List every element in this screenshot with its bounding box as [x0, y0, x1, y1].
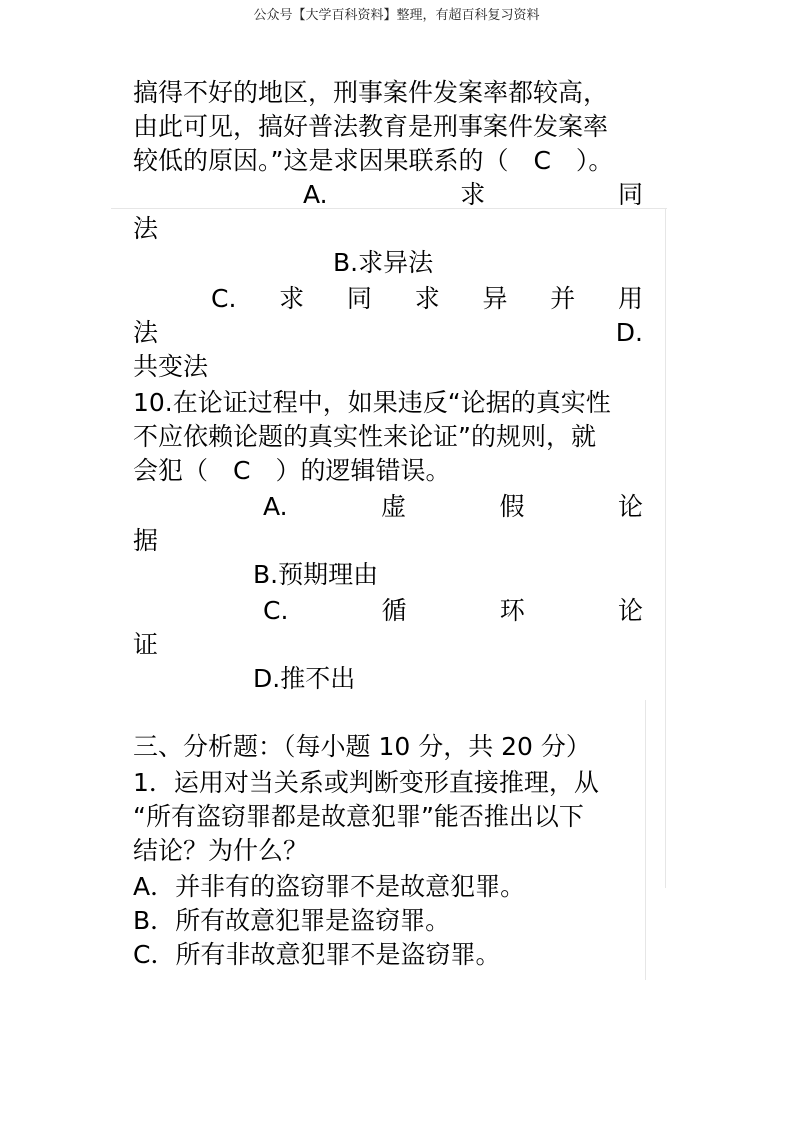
q9-option-c-end: 法	[133, 318, 159, 347]
q10-option-c-part: 论	[617, 596, 643, 625]
q9-option-c-part: 同	[346, 284, 372, 313]
s3-option-b: B．所有故意犯罪是盗窃罪。	[133, 906, 451, 935]
q10-option-a-part: 虚	[381, 492, 407, 521]
q9-option-c-part: 用	[617, 284, 643, 313]
q10-option-c	[263, 594, 643, 628]
s3-q1-line-2: “所有盗窃罪都是故意犯罪”能否推出以下	[133, 802, 584, 831]
q9-option-c-part: 异	[482, 284, 508, 313]
q10-option-c-part: 环	[499, 596, 525, 625]
page-header: 公众号【大学百科资料】整理，有超百科复习资料	[253, 8, 540, 23]
q9-option-a-part: 同	[617, 180, 643, 209]
q9-option-c-part: 求	[279, 284, 305, 313]
scan-line	[665, 208, 666, 888]
q9-option-c	[211, 282, 643, 316]
q9-option-c-end-row	[133, 316, 643, 350]
s3-option-a: A．并非有的盗窃罪不是故意犯罪。	[133, 872, 526, 901]
q9-option-c-part: 并	[550, 284, 576, 313]
q9-option-a-part: A.	[303, 180, 328, 209]
q10-line-2: 不应依赖论题的真实性来论证”的规则，就	[133, 422, 596, 451]
s3-option-c: C．所有非故意犯罪不是盗窃罪。	[133, 940, 501, 969]
q9-line-2: 由此可见，搞好普法教育是刑事案件发案率	[133, 112, 609, 141]
s3-q1-line-3: 结论？为什么？	[133, 836, 309, 865]
section-3-title: 三、分析题：（每小题 10 分，共 20 分）	[133, 732, 591, 761]
q9-option-d: D.	[615, 318, 643, 347]
q10-option-a-part: A.	[263, 492, 288, 521]
q10-option-a-end: 据	[133, 526, 159, 555]
q9-option-d-end: 共变法	[133, 352, 209, 381]
q9-line-3: 较低的原因。”这是求因果联系的（ C ）。	[133, 146, 614, 175]
q10-option-a-part: 假	[499, 492, 525, 521]
q10-option-c-part: C.	[263, 596, 289, 625]
s3-q1-line-1: 1．运用对当关系或判断变形直接推理，从	[133, 768, 599, 797]
scan-line	[645, 700, 646, 980]
q9-option-a-end: 法	[133, 214, 159, 243]
q10-option-c-part: 循	[381, 596, 407, 625]
q10-line-3: 会犯（ C ）的逻辑错误。	[133, 456, 451, 485]
q9-option-a	[303, 178, 643, 212]
q10-option-c-end: 证	[133, 630, 159, 659]
q9-line-1: 搞得不好的地区，刑事案件发案率都较高，	[133, 78, 609, 107]
q10-line-1: 10.在论证过程中，如果违反“论据的真实性	[133, 388, 611, 417]
q10-option-d: D.推不出	[253, 664, 356, 693]
q9-option-c-part: C.	[211, 284, 237, 313]
q10-option-a	[263, 490, 643, 524]
q10-option-b: B.预期理由	[253, 560, 379, 589]
q9-option-c-part: 求	[414, 284, 440, 313]
q10-option-a-part: 论	[617, 492, 643, 521]
q9-option-a-part: 求	[460, 180, 486, 209]
q9-option-b: B.求异法	[333, 248, 434, 277]
